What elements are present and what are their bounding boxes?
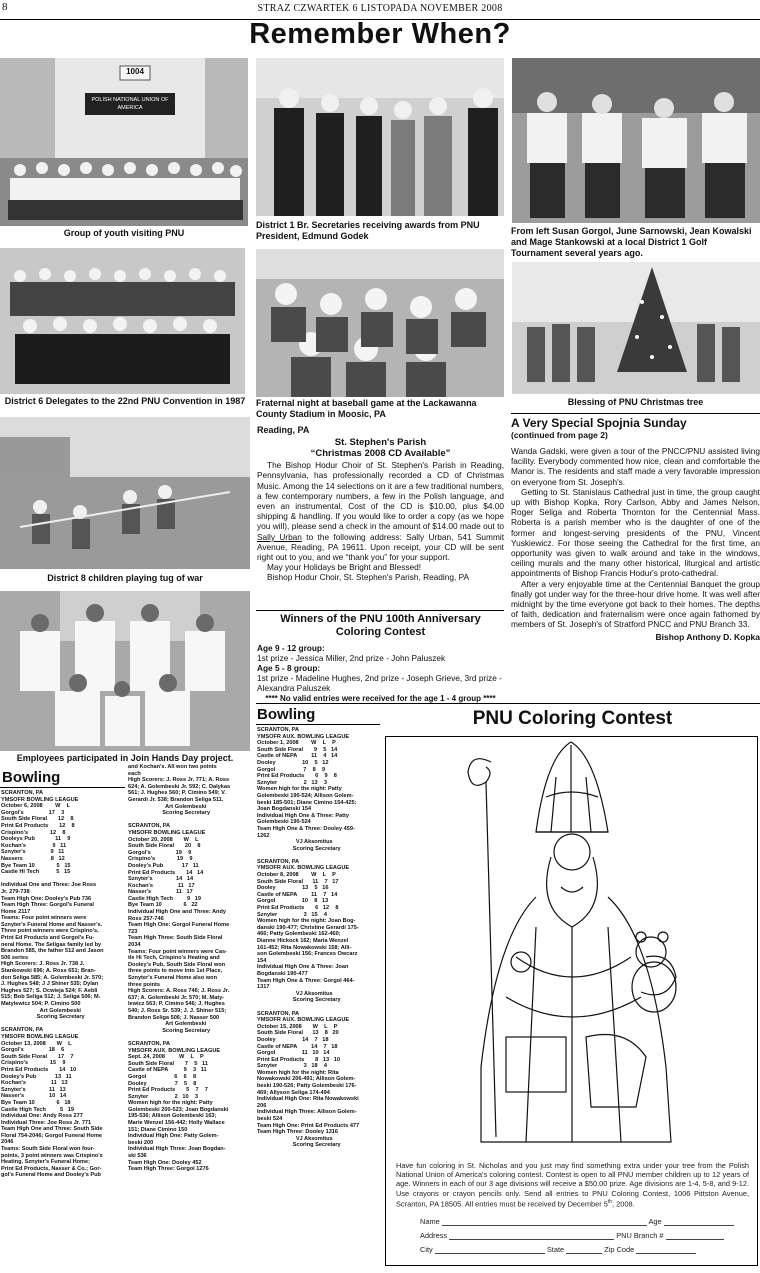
form-age-label: Age [648,1217,662,1226]
winners-title-1: Winners of the PNU 100th Anniversary [280,613,481,625]
caption-district6: District 6 Delegates to the 22nd PNU Convention in 1987 [4,396,246,406]
bowling-left-column-1: SCRANTON, PA YMSOFR BOWLING LEAGUE October 6, 2008 W L Gorgol's 17 3 South Side Floral 12 8 Print Ed Products 12 8 Crispino's 12 8 Dooleys Pub 11 9 Kochan's 9 11 Sznyter's 9 11 Nassers 8 12 Bye Team 10 5 15 Castle Hi Tech 5 15 Individual One and Three: Joe Ross Jr. 279-738 Team High One: Dooley's Pub 736 Team High Three: Gorgol's Funeral Home 2117 Teams: Four point winners were Sznyter's Funeral Home and Nasser's. Three point winners were Crispino's, Print Ed Products and Gorgol's Fu- neral Home. The Seligas family led by Brandon 585, the father 512 and Jason 506 series High Scorers: J. Ross Jr. 738 J. Stankowski 696; A. Ross 651; Bran- don Seliga 585; A. Golembeski Jr. 570; J. Hughes 548; J J Shiner 535; Dylan Hughes 527; S. Ocwieja 524; F. Aebli 515; Bob Seliga 512; J. Seliga 506; M. Matylewicz 504; P. Cimino 500 Art Golembeski Scoring Secretary SCRANTON, PA YMSOFR BOWLING LEAGUE October 13, 2008 W L Gorgol's 18 6 South Side Floral 17 7 Crispino's 15 9 Print Ed Products 14 10 Dooley's Pub 13 11 Kochan's 11 13 Sznyter's 11 13 Nasser's 10 14 Bye Team 10 6 18 Castle High Tech 5 19 Individual One: Andy Ross 277 Individual Three: Joe Ross Jr. 771 Team High One and Three: South Side Floral 754-2046; Gorgol Funeral Home 2046 Teams: South Side Floral won four- points, 3 point winners was Crispino's Heating, Sznyter's Funeral Home; Print Ed Products, Nasser & Co.; Gor- gol's Funeral Home and Dooley's Pub [1,790,104,1179]
contest-instructions [396,1161,749,1208]
page-header [0,0,760,20]
contest-title: PNU Coloring Contest [472,708,673,729]
form-city-field[interactable] [435,1247,545,1254]
spojnia-title: A Very Special Spojnia Sunday [511,416,687,430]
masthead: STRAZ CZWARTEK 6 LISTOPADA NOVEMBER 2008 [257,3,503,14]
spojnia-article [511,416,760,642]
contest-text-end: , 2008. [612,1199,635,1209]
contest-text-sup: th [607,1198,613,1205]
bowling-mid-rule-top [256,703,760,704]
form-zip-field[interactable] [636,1247,696,1254]
winners-group-1-head: Age 9 - 12 group: [257,643,325,653]
form-name-label: Name [420,1217,440,1226]
form-state-field[interactable] [566,1247,602,1254]
caption-youth: Group of youth visiting PNU [63,228,185,238]
spojnia-signature: Bishop Anthony D. Kopka [655,631,760,642]
form-age-field[interactable] [664,1219,734,1226]
reading-title-2: “Christmas 2008 CD Available” [310,448,451,460]
spojnia-para-2: Getting to St. Stanislaus Cathedral just in time, the group caught up with Bishop Kopka, Rory Carlson, Abby and James Nelson, Roger Seliga and Roberta Thornton for the Centennial Mass. Roberta is a parish member who is the daughter of one of the former and longest-serving presidents of the PNU, Vincent Yuskiewicz. For those seeing the Cathedral for the first time, an opportunity was given to walk around and take in the windows, ceiling murals and the many other historical, liturgical and artistic appointments of Bishop Francis Hodur's proto-cathedral. [511,486,760,579]
page-number: 8 [2,1,8,13]
winners-group-2-head: Age 5 - 8 group: [257,663,321,673]
photo-christmas [512,262,760,394]
winners-rule [256,610,504,611]
caption-district1: District 1 Br. Secretaries receiving awards from PNU President, Edmund Godek [256,220,480,241]
contest-form [420,1217,740,1259]
form-name-field[interactable] [442,1219,647,1226]
bowling-rule-mid [256,724,380,725]
form-state-label: State [546,1245,565,1254]
reading-para-2: May your Holidays be Bright and Blessed! [267,562,422,573]
reading-article [257,425,504,583]
contest-box [385,736,758,1266]
winners-note: **** No valid entries were received for the age 1 - 4 group **** [265,694,496,703]
form-address-field[interactable] [449,1233,614,1240]
winners-group-1-text: 1st prize - Jessica Miller, 2nd prize - John Paluszek [257,653,446,663]
caption-golf: From left Susan Gorgol, June Sarnowski, Jean Kowalski and Mage Stankowski at a local District 1 Golf Tournament several years ago. [511,226,752,258]
photo-district6 [0,248,245,394]
caption-tugofwar: District 8 children playing tug of war [47,573,203,583]
spojnia-para-3: After a very enjoyable time at the Centennial Banquet the group finally got under way for the three-hour drive home. It was well after midnight by the time everyone got back to their homes. The depths of faith, dedication and fraternalism were once again fathomed by members of St. Joseph's of Stratford PNCC and PNU Branch 33. [511,578,760,630]
form-branch-label: PNU Branch # [616,1231,664,1240]
bowling-heading-left: Bowling [2,769,61,786]
photo-fraternal [256,249,504,397]
spojnia-rule [511,413,760,414]
photo-golf [512,58,760,223]
reading-payee: Sally Urban [257,531,302,542]
bowling-heading-mid: Bowling [257,706,316,723]
photo-banner-text: POLISH NATIONAL UNION OF AMERICA [91,97,169,111]
bowling-mid-column: SCRANTON, PA YMSOFR AUX. BOWLING LEAGUE October 1, 2008 W L P South Side Floral 9 5 14 Castle of NEPA 11 4 14 Dooley 10 5 12 Gorgol 7 8 9 Print Ed Products 6 9 8 Sznyter 2 13 3 Women high for the night: Patty Golembeski 190-524; Allison Golem- beski 185-501; Diane Cimino 154-425; Joan Bogdanski 154 Individual High One & Three: Patty Golembeski 190-524 Team High One & Three: Dooley 459- 1262 VJ Aksomitus Scoring Secretary SCRANTON, PA YMSOFR AUX. BOWLING LEAGUE October 8, 2008 W L P South Side Floral 11 7 17 Dooley 13 5 16 Castle of NEPA 11 7 14 Gorgol 10 8 13 Print Ed Products 6 12 8 Sznyter 3 15 4 Women high for the night: Joan Bog- danski 190-477; Christine Gerardi 175- 466; Patty Golembeski 162-460; Dianne Hickock 162; Maria Wenzel 161-452; Rita Nowakowski 158; Alli- son Golembeski 156; Frances Owcarz 154 Individual High One & Three: Joan Bogdanski 190-477 Team High One & Three: Gorgol 464- 1317 VJ Aksomitus Scoring Secretary SCRANTON, PA YMSOFR AUX. BOWLING LEAGUE October 15, 2008 W L P South Side Floral 13 8 20 Dooley 14 7 18 Castle of NEPA 14 7 18 Gorgol 11 10 14 Print Ed Products 8 13 10 Sznyter 3 18 4 Women high for the night: Rita Nowakowski 206-491; Allison Golem- beski 190-526; Patty Golembeski 176- 469; Allyson Seliga 174-494 Individual High One: Rita Nowakowski 206 Individual High Three: Allison Golem- beski 524 Team High One: Print Ed Products 477 Team High Three: Dooley 1316 VJ Aksomitus Scoring Secretary [257,727,360,1149]
caption-fraternal: Fraternal night at baseball game at the Lackawanna County Stadium in Moosic, PA [256,398,477,419]
reading-para-1: The Bishop Hodur Choir of St. Stephen's Parish in Reading, Pennsylvania, has professionally recorded a CD of Christmas Music. Among the 14 selections on it are a few traditional numbers, a few contemporary numbers, a few in the Polish language, and even an instrumental. Cost of the CD is $10.00, plus $4.00 shipping & handling. If you would like to order a copy (as we hope you will), please send a check in the amount of $14.00 made out to [257,460,504,532]
contest-text: Have fun coloring in St. Nicholas and you just may find something extra under your tree from the Polish National Union of America's coloring contest. Contest is open to all PNU member children up to 12 years of age. Winners in each of our 3 age divisions will receive a $50.00 prize. Age divisions are 1-4, 5-8, and 9-12. Use crayons or crayon pencils only. Send all entries to PNU Coloring Contest, 1006 Pittston Avenue, Scranton, PA 18505. All entries must be received by December 5 [396,1161,749,1209]
bowling-rule-left [0,787,125,788]
caption-christmas: Blessing of PNU Christmas tree [567,397,704,407]
bowling-left-column-2: and Kochan's. All won two points each High Scorers: J. Ross Jr. 771; A. Ross 624; A. Golembeski Jr. 592; C. Dalykas 561; J. Hughes 560; P. Cimino 549; V. Gerardi Jr. 538; Brandon Seliga 511. Art Golembeski Scoring Secretary SCRANTON, PA YMSOFR BOWLING LEAGUE October 20, 2008 W L South Side Floral 20 8 Gorgol's 19 9 Crispino's 19 9 Dooley's Pub 17 11 Print Ed Products 14 14 Sznyter's 14 14 Kochan's 11 17 Nasser's 11 17 Castle High Tech 9 19 Bye Team 10 6 22 Individual High One and Three: Andy Ross 257-746 Team High One: Gorgol Funeral Home 723 Team High Three: South Side Floral 2034 Teams: Four point winners were Cas- tle Hi Tech, Crispino's Heating and Dooley's Pub, South Side Floral won three points to move into 1st Place, Sznyter's Funeral Home also won three points High Scorers: A. Ross 746; J. Ross Jr. 637; A. Golembeski Jr. 570; M. Maty- lewicz 563; P. Cimino 546; J. Hughes 540; J. Ross Sr. 539; J. J. Shiner 515; Brandon Seliga 506; J. Nasser 500 Art Golembeski Scoring Secretary SCRANTON, PA YMSOFR AUX. BOWLING LEAGUE Sept. 24, 2008 W L P South Side Floral 7 5 11 Castle of NEPA 9 3 11 Gorgol 6 6 8 Dooley 7 5 8 Print Ed Products 5 7 7 Sznyter 2 10 3 Women high for the night: Patty Golembeski 200-523; Joan Bogdanski 195-536; Allison Golembeski 163; Marie Wenzel 156-442; Holly Wallace 151; Diane Cimino 150 Individual High One: Patty Golem- beski 200 Individual High Three: Joan Bogdan- ski 536 Team High One: Dooley 452 Team High Three: Gorgol 1276 [128,764,231,1173]
winners-group-2-text: 1st prize - Madeline Hughes, 2nd prize - Joseph Grieve, 3rd prize - Alexandra Paluszek [257,673,502,693]
form-zip-label: Zip Code [604,1245,635,1254]
photo-district1 [256,58,504,216]
photo-sign-1004: 1004 [126,67,144,76]
photo-tugofwar [0,417,250,569]
reading-body [257,460,504,582]
caption-employees: Employees participated in Join Hands Day project. [16,753,234,763]
spojnia-para-1: Wanda Gadski, were given a tour of the PNCC/PNU assisted living facility. Everybody commented how nice, clean and comfortable the Manor is. The residents and staff made a very favorable impression on everyone from St. Joseph's. [511,446,760,487]
spojnia-subtitle: (continued from page 2) [511,430,608,440]
form-address-label: Address [420,1231,448,1240]
reading-para-1b: to the following address: Sally Urban, 541 Summit Avenue, Reading, PA 19611. Upon receipt, your CD will be sent right out to you, and we “thank you” for your support. [257,531,505,563]
reading-location: Reading, PA [257,425,310,435]
reading-title-1: St. Stephen's Parish [334,437,427,449]
photo-employees [0,591,250,751]
reading-para-3: Bishop Hodur Choir, St. Stephen's Parish, Reading, PA [267,572,470,583]
winners-box [257,613,504,703]
form-branch-field[interactable] [666,1233,724,1240]
page-title: Remember When? [249,18,511,50]
winners-title-2: Coloring Contest [335,626,426,638]
st-nicholas-coloring-figure [386,737,759,1157]
form-city-label: City [420,1245,433,1254]
photo-youth [0,58,248,226]
